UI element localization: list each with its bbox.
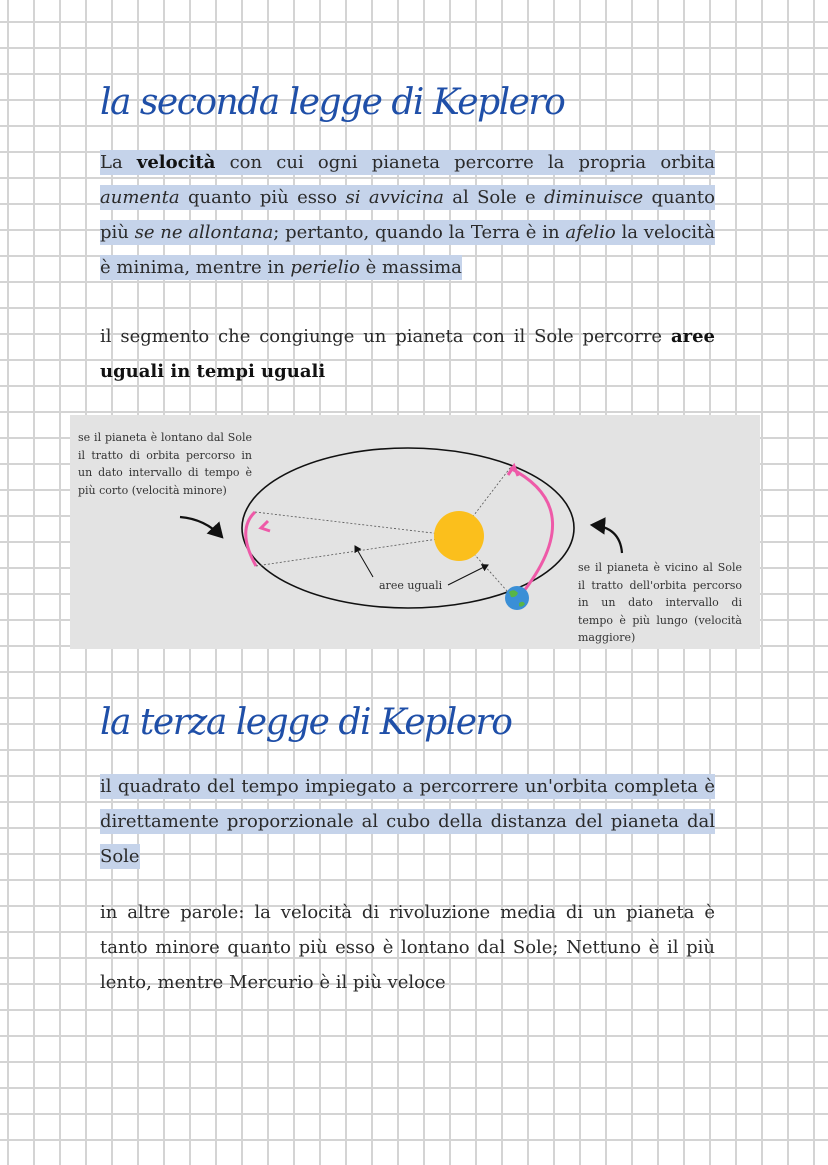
label-equal-areas: aree uguali [379,579,443,592]
radius-line [255,512,458,536]
italic-term: aumenta [100,187,180,208]
italic-term-aphelion: afelio [565,222,616,243]
note-perihelion: se il pianeta è vicino al Sole il tratto dell'orbita percorso in un dato intervallo di tempo è più lungo (velocità maggiore) [578,561,742,644]
text-run: il segmento che congiunge un pianeta con il Sole percorre [100,326,671,347]
curved-arrow-right [592,525,622,553]
italic-term-perihelion: perielio [290,257,360,278]
perihelion-arc [510,468,553,601]
arc-arrowhead [261,521,270,531]
pointer-arrow [448,565,488,585]
bold-term-velocity: velocità [136,152,216,173]
italic-term: si avvicina [345,187,444,208]
section-title-second-law: la seconda legge di Keplero [100,82,565,123]
section-title-third-law: la terza legge di Keplero [100,702,512,743]
text-run: è massima [359,257,462,278]
note-aphelion: se il pianeta è lontano dal Sole il tratto di orbita percorso in un dato intervallo di tempo è più corto (velocità minore) [78,431,252,497]
paragraph-equal-areas [100,319,715,389]
paragraph-speed [100,145,715,285]
text-run: la velocità è minima, mentre in [100,222,715,278]
radius-line [256,536,458,566]
pointer-arrow [355,546,373,577]
text-run: al Sole e [443,187,545,208]
kepler-orbit-diagram [70,415,760,649]
text-run: quanto più esso [179,187,346,208]
curved-arrow-left [180,517,222,537]
italic-term: diminuisce [544,187,644,208]
sun [434,511,484,561]
paragraph-third-law [100,769,715,874]
earth [505,586,529,610]
italic-term: se ne allontana [134,222,274,243]
bold-term-equal-areas: aree uguali in tempi uguali [100,326,715,382]
paragraph-explanation: in altre parole: la velocità di rivoluzione media di un pianeta è tanto minore quanto più esso è lontano dal Sole; Nettuno è il più lento, mentre Mercurio è il più veloce [100,902,715,993]
text-run: ; pertanto, quando la Terra è in [273,222,566,243]
text-run: con cui ogni pianeta percorre la propria orbita [215,152,716,173]
text-run: quanto più [100,187,715,243]
highlighted-text: il quadrato del tempo impiegato a percorrere un'orbita completa è direttamente proporzionale al cubo della distanza del pianeta dal Sole [100,776,715,867]
text-run: La [100,152,137,173]
